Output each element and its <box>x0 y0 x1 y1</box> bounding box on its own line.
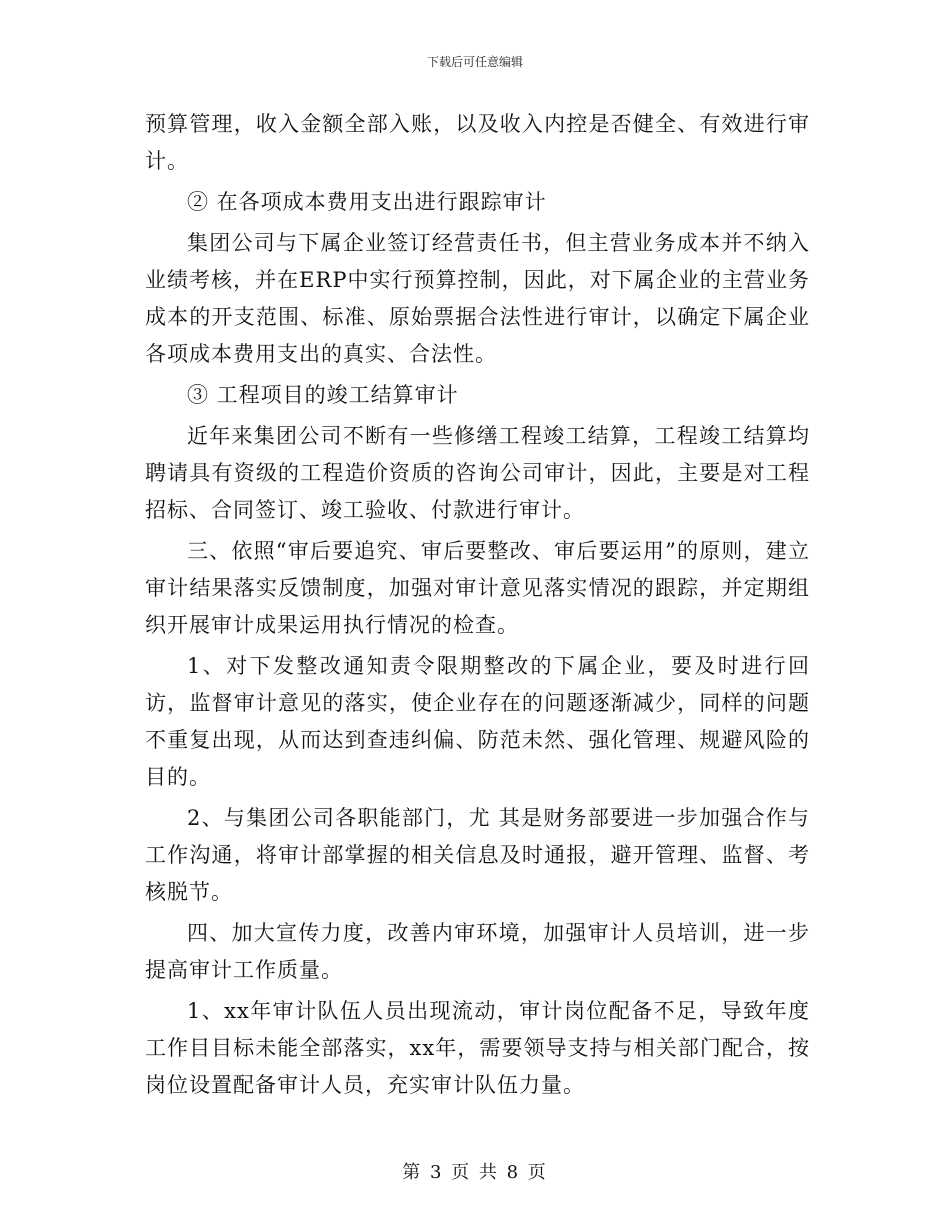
subheading-cost-tracking: ② 在各项成本费用支出进行跟踪审计 <box>187 190 547 214</box>
paragraph-followup: 1、对下发整改通知责令限期整改的下属企业，要及时进行回访，监督审计意见的落实，使企业存在的问题逐渐减少，同样的问题不重复出现，从而达到查违纠偏、防范未然、强化管理、规避风险的目的。 <box>145 654 810 789</box>
section-four-heading: 四、加大宣传力度，改善内审环境，加强审计人员培训，进一步提高审计工作质量。 <box>145 921 810 982</box>
document-body <box>145 106 810 1104</box>
paragraph-project-audit: 近年来集团公司不断有一些修缮工程竣工结算，工程竣工结算均聘请具有资级的工程造价资质的咨询公司审计，因此，主要是对工程招标、合同签订、竣工验收、付款进行审计。 <box>145 424 810 522</box>
page-number-footer: 第 3 页 共 8 页 <box>402 1162 548 1183</box>
subheading-project-settlement: ③ 工程项目的竣工结算审计 <box>187 383 459 407</box>
section-three-heading: 三、依照“审后要追究、审后要整改、审后要运用”的原则，建立审计结果落实反馈制度，加强对审计意见落实情况的跟踪，并定期组织开展审计成果运用执行情况的检查。 <box>145 539 810 637</box>
page-header-note: 下载后可任意编辑 <box>426 55 523 69</box>
paragraph-staffing: 1、xx年审计队伍人员出现流动，审计岗位配备不足，导致年度工作目目标未能全部落实，xx年，需要领导支持与相关部门配合，按岗位设置配备审计人员，充实审计队伍力量。 <box>145 999 810 1097</box>
paragraph-cost-audit: 集团公司与下属企业签订经营责任书，但主营业务成本并不纳入业绩考核，并在ERP中实行预算控制，因此，对下属企业的主营业务成本的开支范围、标准、原始票据合法性进行审计，以确定下属企业各项成本费用支出的真实、合法性。 <box>145 231 810 366</box>
paragraph-continuation: 预算管理，收入金额全部入账，以及收入内控是否健全、有效进行审计。 <box>145 112 810 173</box>
paragraph-cooperation: 2、与集团公司各职能部门，尤 其是财务部要进一步加强合作与工作沟通，将审计部掌握的相关信息及时通报，避开管理、监督、考核脱节。 <box>145 806 810 904</box>
